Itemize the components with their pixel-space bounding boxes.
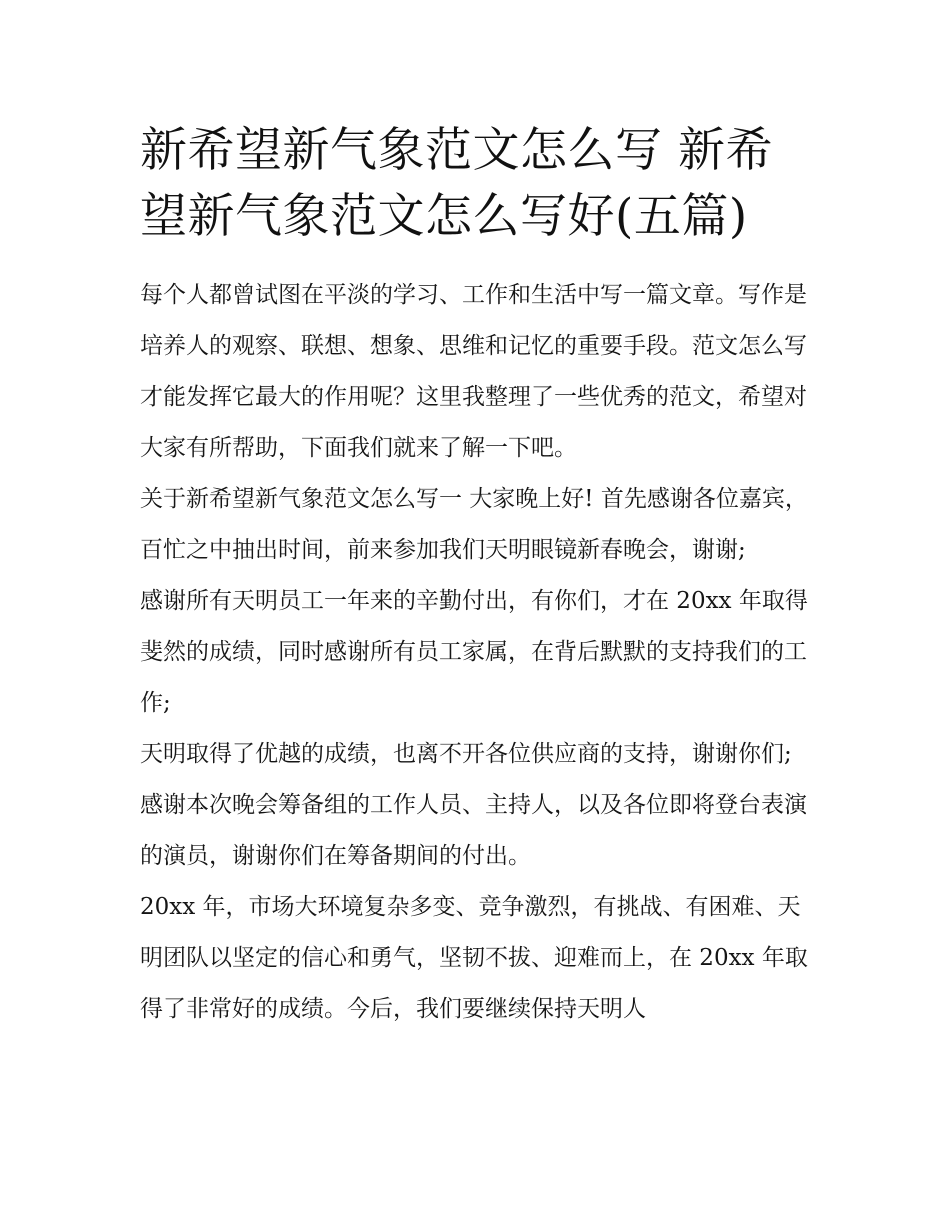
- paragraph-market: 20xx 年，市场大环境复杂多变、竞争激烈，有挑战、有困难、天明团队以坚定的信心和勇气，坚韧不拔、迎难而上，在 20xx 年取得了非常好的成绩。今后，我们要继续保持天明人: [140, 894, 808, 1022]
- document-title: 新希望新气象范文怎么写 新希望新气象范文怎么写好(五篇): [140, 123, 773, 244]
- paragraph-thanks-staff: 感谢所有天明员工一年来的辛勤付出，有你们，才在 20xx 年取得斐然的成绩，同时感谢所有员工家属，在背后默默的支持我们的工作;: [140, 588, 808, 716]
- paragraph-thanks-suppliers: 天明取得了优越的成绩，也离不开各位供应商的支持，谢谢你们; 感谢本次晚会筹备组的工作人员、主持人，以及各位即将登台表演的演员，谢谢你们在筹备期间的付出。: [140, 741, 807, 869]
- document-content: [140, 118, 812, 1035]
- paragraph-greeting: 关于新希望新气象范文怎么写一 大家晚上好! 首先感谢各位嘉宾，百忙之中抽出时间，前来参加我们天明眼镜新春晚会，谢谢;: [140, 486, 808, 563]
- document-body: [140, 270, 812, 1035]
- paragraph-intro: 每个人都曾试图在平淡的学习、工作和生活中写一篇文章。写作是培养人的观察、联想、想象、思维和记忆的重要手段。范文怎么写才能发挥它最大的作用呢？这里我整理了一些优秀的范文，希望对大家有所帮助，下面我们就来了解一下吧。: [140, 282, 807, 461]
